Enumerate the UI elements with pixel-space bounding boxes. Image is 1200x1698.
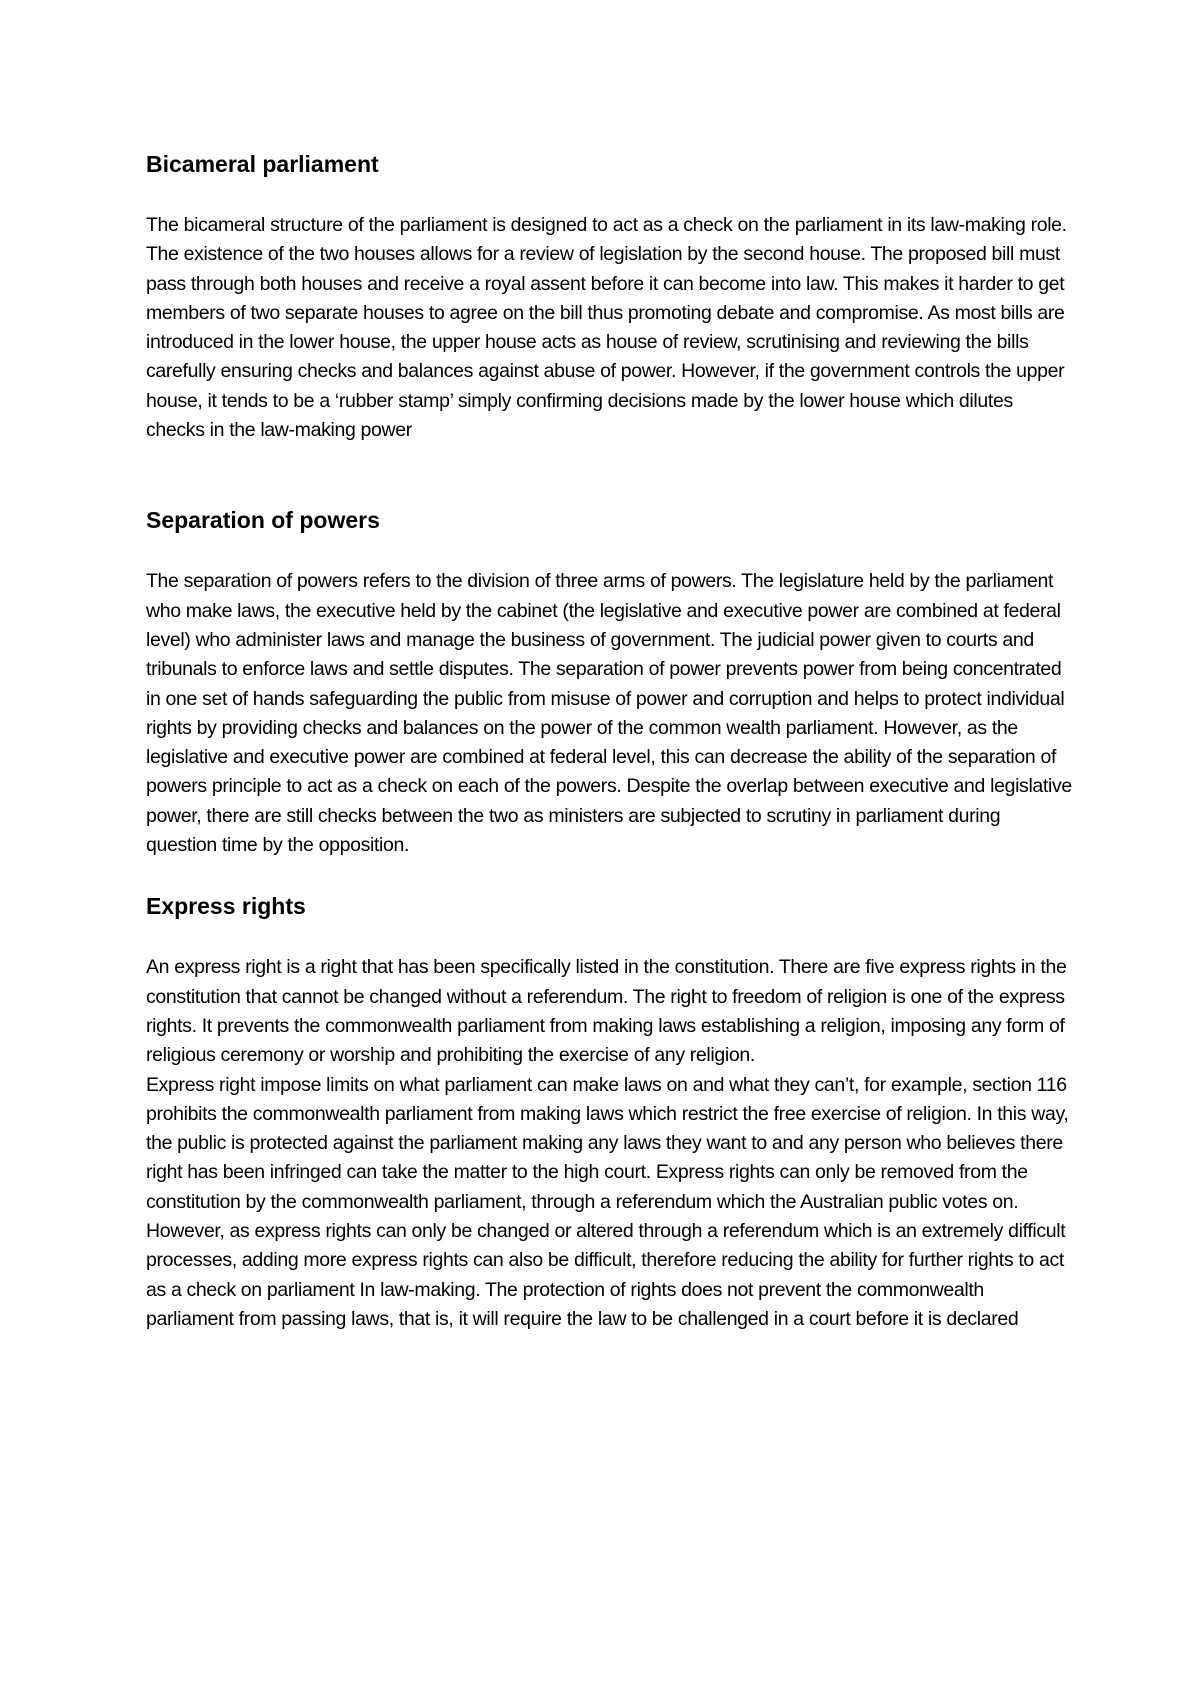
section-heading: Bicameral parliament [146, 151, 379, 177]
paragraph: An express right is a right that has been specifically listed in the constitution. There are five express rights in the constitution that cannot be changed without a referendum. The right to freedom of religion is one of the express rights. It prevents the commonwealth parliament from making laws establishing a religion, imposing any form of religious ceremony or worship and prohibiting the exercise of any religion. [146, 956, 1067, 1067]
section-separation-of-powers [146, 504, 1076, 860]
section-heading: Express rights [146, 893, 306, 920]
paragraph: The separation of powers refers to the division of three arms of powers. The legislature held by the parliament who make laws, the executive held by the cabinet (the legislative and executive power are combined at federal level) who administer laws and manage the business of government. The judicial power given to courts and tribunals to enforce laws and settle disputes. The separation of power prevents power from being concentrated in one set of hands safeguarding the public from misuse of power and corruption and helps to protect individual rights by providing checks and balances on the power of the common wealth parliament. However, as the legislative and executive power are combined at federal level, this can decrease the ability of the separation of powers principle to act as a check on each of the powers. Despite the overlap between executive and legislative power, there are still checks between the two as ministers are subjected to scrutiny in parliament during question time by the opposition. [146, 570, 1072, 857]
paragraph: Express right impose limits on what parliament can make laws on and what they can’t, for example, section 116 prohibits the commonwealth parliament from making laws which restrict the free exercise of religion. In this way, the public is protected against the parliament making any laws they want to and any person who believes there right has been infringed can take the matter to the high court. Express rights can only be removed from the constitution by the commonwealth parliament, through a referendum which the Australian public votes on. However, as express rights can only be changed or altered through a referendum which is an extremely difficult processes, adding more express rights can also be difficult, therefore reducing the ability for further rights to act as a check on parliament In law-making. The protection of rights does not prevent the commonwealth parliament from passing laws, that is, it will require the law to be challenged in a court before it is declared [146, 1073, 1069, 1330]
section-heading: Separation of powers [146, 507, 380, 534]
section-bicameral-parliament [146, 148, 1076, 445]
paragraph: The bicameral structure of the parliament is designed to act as a check on the parliament in its law-making role. The existence of the two houses allows for a review of legislation by the second house. The proposed bill must pass through both houses and receive a royal assent before it can become into law. This makes it harder to get members of two separate houses to agree on the bill thus promoting debate and compromise. As most bills are introduced in the lower house, the upper house acts as house of review, scrutinising and reviewing the bills carefully ensuring checks and balances against abuse of power. However, if the government controls the upper house, it tends to be a ‘rubber stamp’ simply confirming decisions made by the lower house which dilutes checks in the law-making power [146, 214, 1067, 442]
document-body [146, 148, 1076, 1334]
section-express-rights [146, 890, 1076, 1334]
